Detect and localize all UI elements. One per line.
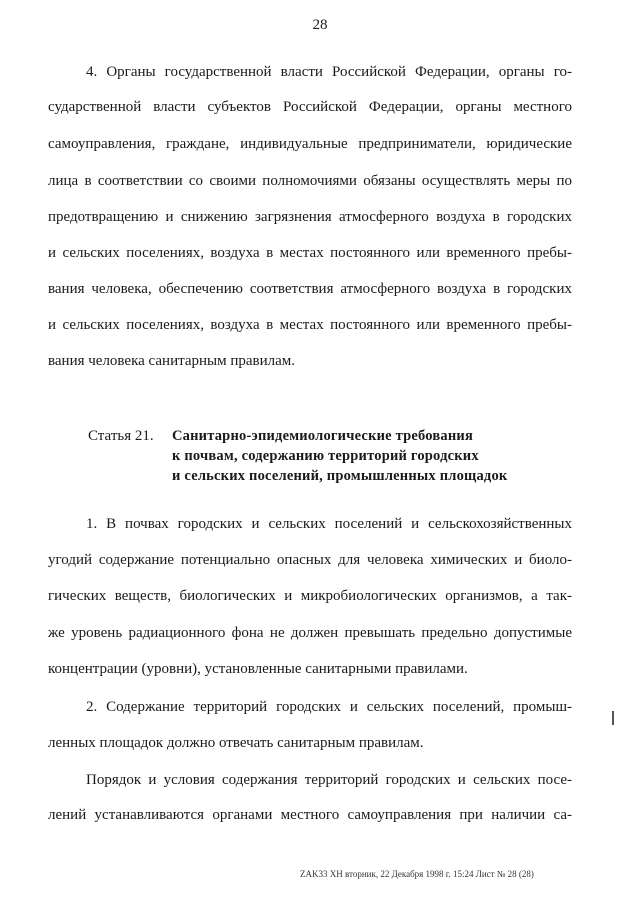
article-title — [172, 426, 572, 486]
text-line: вания человека, обеспечению соответствия атмосферного воздуха в городских — [48, 281, 572, 297]
text-line: и сельских поселениях, воздуха в местах постоянного или временного пребы- — [48, 245, 572, 261]
text-line: 4. Органы государственной власти Российской Федерации, органы го- — [86, 64, 572, 80]
text-line: ленных площадок должно отвечать санитарным правилам. — [48, 735, 424, 751]
text-line: лений устанавливаются органами местного самоуправления при наличии са- — [48, 807, 572, 823]
text-line: лица в соответствии со своими полномочиями обязаны осуществлять меры по — [48, 173, 572, 189]
article-title-line: и сельских поселений, промышленных площадок — [172, 468, 508, 484]
text-line: угодий содержание потенциально опасных для человека химических и биоло- — [48, 552, 572, 568]
text-line: 1. В почвах городских и сельских поселений и сельскохозяйственных — [86, 516, 572, 532]
text-line: предотвращению и снижению загрязнения атмосферного воздуха в городских — [48, 209, 572, 225]
article-title-line: к почвам, содержанию территорий городских — [172, 448, 479, 464]
text-line: сударственной власти субъектов Российской Федерации, органы местного — [48, 99, 572, 115]
page-number: 28 — [312, 17, 328, 33]
article-title-line: Санитарно-эпидемиологические требования — [172, 428, 474, 444]
scan-edge-mark — [612, 711, 614, 725]
text-line: же уровень радиационного фона не должен превышать предельно допустимые — [48, 625, 572, 641]
text-line: концентрации (уровни), установленные санитарными правилами. — [48, 661, 468, 677]
text-line: гических веществ, биологических и микробиологических организмов, а так- — [48, 588, 572, 604]
page-footer: ZAK33 XH вторник, 22 Декабря 1998 г. 15:24 Лист № 28 (28) — [300, 869, 534, 879]
text-line: вания человека санитарным правилам. — [48, 353, 296, 369]
text-line: 2. Содержание территорий городских и сельских поселений, промыш- — [86, 699, 572, 715]
text-line: и сельских поселениях, воздуха в местах постоянного или временного пребы- — [48, 317, 572, 333]
text-line: самоуправления, граждане, индивидуальные предприниматели, юридические — [48, 136, 572, 152]
article-label: Статья 21. — [88, 428, 154, 444]
text-line: Порядок и условия содержания территорий городских и сельских посе- — [86, 772, 572, 788]
